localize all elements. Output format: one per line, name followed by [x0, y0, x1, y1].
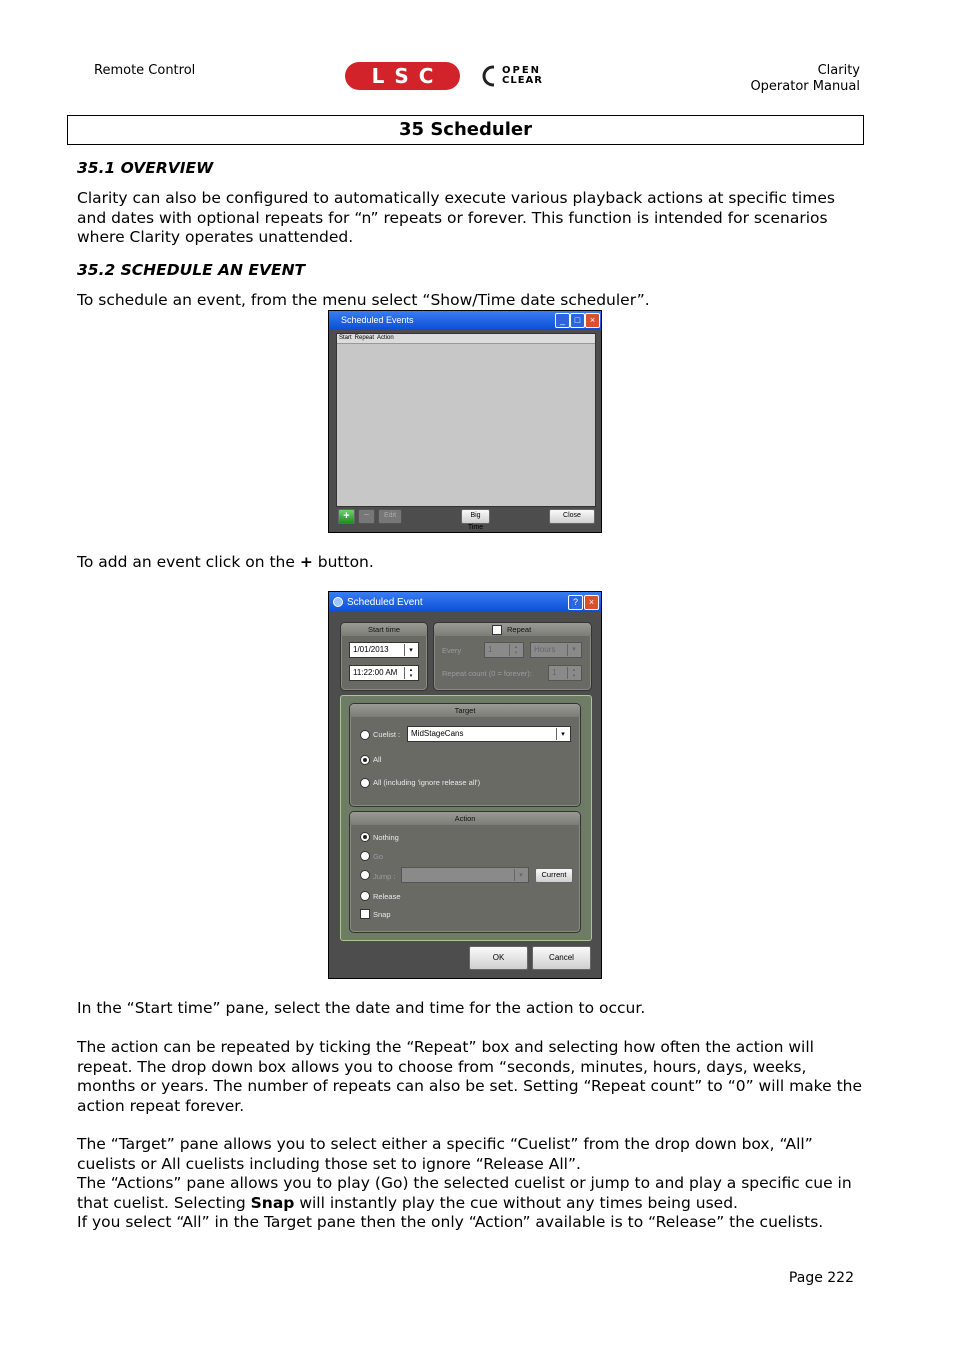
cuelist-value: MidStageCans	[411, 729, 464, 738]
lsc-logo-text: LSC	[371, 64, 444, 88]
actions-paragraph	[77, 1174, 867, 1213]
openclear-logo	[482, 64, 582, 88]
target-action-group	[340, 695, 592, 941]
nothing-radio[interactable]	[360, 832, 370, 842]
close-icon[interactable]: ×	[584, 595, 599, 610]
repeat-count-value: 1	[552, 668, 557, 677]
release-label: Release	[373, 892, 401, 901]
release-radio[interactable]	[360, 891, 370, 901]
chevron-down-icon[interactable]: ▾	[404, 644, 417, 656]
add-text-post: button.	[312, 553, 374, 571]
add-event-paragraph	[77, 553, 867, 573]
chevron-down-icon[interactable]: ▾	[556, 728, 569, 740]
repeat-heading-row	[434, 623, 591, 636]
repeat-checkbox[interactable]	[492, 625, 502, 635]
target-heading: Target	[350, 704, 580, 717]
snap-checkbox[interactable]	[360, 909, 370, 919]
schedule-paragraph: To schedule an event, from the menu select “Show/Time date scheduler”.	[77, 291, 650, 309]
chapter-title: 35 Scheduler	[67, 115, 864, 145]
big-time-button[interactable]: Big Time	[461, 509, 490, 524]
jump-radio[interactable]	[360, 870, 370, 880]
all-including-radio[interactable]	[360, 778, 370, 788]
minimize-icon[interactable]: _	[555, 313, 570, 328]
snap-label: Snap	[373, 910, 391, 919]
jump-label: Jump :	[373, 872, 396, 881]
spin-arrows-icon[interactable]: ▴ ▾	[404, 667, 417, 679]
chevron-down-icon[interactable]: ▾	[514, 869, 527, 881]
schedule-heading: 35.2 SCHEDULE AN EVENT	[77, 261, 306, 279]
target-paragraph: The “Target” pane allows you to select either a specific “Cuelist” from the drop down box, “All” cuelists or All cuelists including those set to ignore “Release All”.	[77, 1135, 813, 1173]
col-repeat[interactable]: Repeat	[354, 335, 375, 341]
cancel-button[interactable]: Cancel	[532, 946, 591, 970]
events-list[interactable]	[336, 333, 596, 507]
start-time-value: 11:22:00 AM	[353, 668, 398, 677]
header-right-line1: Clarity	[817, 63, 860, 78]
help-icon[interactable]: ?	[568, 595, 583, 610]
spin-arrows-icon[interactable]: ▴ ▾	[509, 644, 522, 656]
start-date-value: 1/01/2013	[353, 645, 389, 654]
spin-arrows-icon[interactable]: ▴ ▾	[567, 667, 580, 679]
scheduled-events-title: Scheduled Events	[341, 315, 414, 325]
action-heading: Action	[350, 812, 580, 825]
app-globe-icon	[333, 597, 343, 607]
start-date-field[interactable]	[349, 642, 419, 658]
maximize-icon[interactable]: □	[570, 313, 585, 328]
col-start[interactable]: Start	[339, 335, 352, 341]
start-time-field[interactable]	[349, 665, 419, 681]
add-event-button[interactable]: +	[338, 509, 355, 524]
col-action[interactable]: Action	[377, 335, 394, 341]
cuelist-label: Cuelist :	[373, 730, 401, 739]
all-paragraph: If you select “All” in the Target pane then the only “Action” available is to “Release” the cuelists.	[77, 1213, 824, 1231]
scheduled-event-titlebar	[329, 592, 601, 612]
overview-paragraph: Clarity can also be configured to automatically execute various playback actions at specific times and dates with optional repeats for “n” repeats or forever. This function is intended for scenarios where Clarity operates unattended.	[77, 189, 835, 247]
cuelist-radio[interactable]	[360, 730, 370, 740]
every-label: Every	[442, 646, 462, 655]
all-including-label: All (including 'ignore release all')	[373, 778, 481, 787]
target-pane	[349, 703, 581, 807]
remove-event-button[interactable]: −	[358, 509, 375, 524]
all-label: All	[373, 755, 382, 764]
actions-text-pre: The “Actions” pane allows you to play (Go) the selected cuelist or jump to and play a specific cue in that cuelist. Selecting	[77, 1174, 852, 1212]
go-radio[interactable]	[360, 851, 370, 861]
repeat-heading: Repeat	[507, 625, 532, 634]
openclear-logo-top: OPEN	[502, 65, 542, 76]
jump-cue-dropdown[interactable]	[401, 867, 529, 883]
repeat-count-label: Repeat count (0 = forever):	[442, 669, 532, 678]
chevron-down-icon[interactable]: ▾	[567, 644, 580, 656]
add-text-bold: +	[299, 553, 313, 571]
openclear-logo-bottom: CLEAR	[502, 75, 543, 86]
repeat-paragraph: The action can be repeated by ticking the “Repeat” box and selecting how often the action will repeat. The drop down box allows you to choose from “seconds, minutes, hours, days, weeks, months or years. The number of repeats can also be set. Setting “Repeat count” to “0” will make the action repeat forever.	[77, 1038, 863, 1115]
lsc-logo	[345, 62, 460, 90]
every-field[interactable]	[484, 642, 524, 658]
repeat-pane	[433, 622, 592, 691]
scheduled-event-dialog	[328, 591, 602, 979]
openclear-logo-mark	[482, 65, 504, 87]
scheduled-events-titlebar	[329, 311, 601, 330]
cuelist-dropdown[interactable]	[407, 726, 571, 742]
actions-text-post: will instantly play the cue without any times being used.	[294, 1193, 738, 1212]
action-pane	[349, 811, 581, 933]
start-time-pane	[340, 622, 428, 691]
nothing-label: Nothing	[373, 833, 399, 842]
start-time-heading: Start time	[341, 623, 427, 636]
scheduled-event-title: Scheduled Event	[347, 597, 423, 608]
page-number: Page 222	[788, 1270, 854, 1286]
go-label: Go	[373, 852, 384, 861]
header-left: Remote Control	[94, 63, 196, 78]
repeat-unit-dropdown[interactable]	[530, 642, 582, 658]
edit-event-button[interactable]: Edit	[378, 509, 402, 524]
close-icon[interactable]: ×	[585, 313, 600, 328]
events-list-header	[337, 334, 595, 344]
scheduled-events-window	[328, 310, 602, 533]
current-button[interactable]: Current	[535, 868, 573, 883]
close-window-button[interactable]: Close	[549, 509, 595, 524]
actions-text-bold: Snap	[250, 1193, 295, 1212]
ok-button[interactable]: OK	[469, 946, 528, 970]
start-time-paragraph: In the “Start time” pane, select the date and time for the action to occur.	[77, 999, 646, 1017]
repeat-count-field[interactable]	[548, 665, 582, 681]
every-value: 1	[488, 645, 493, 654]
overview-heading: 35.1 OVERVIEW	[77, 159, 214, 177]
header-right-line2: Operator Manual	[750, 79, 860, 94]
add-text-pre: To add an event click on the	[77, 553, 300, 571]
all-radio[interactable]	[360, 755, 370, 765]
repeat-unit-value: Hours	[534, 645, 556, 654]
